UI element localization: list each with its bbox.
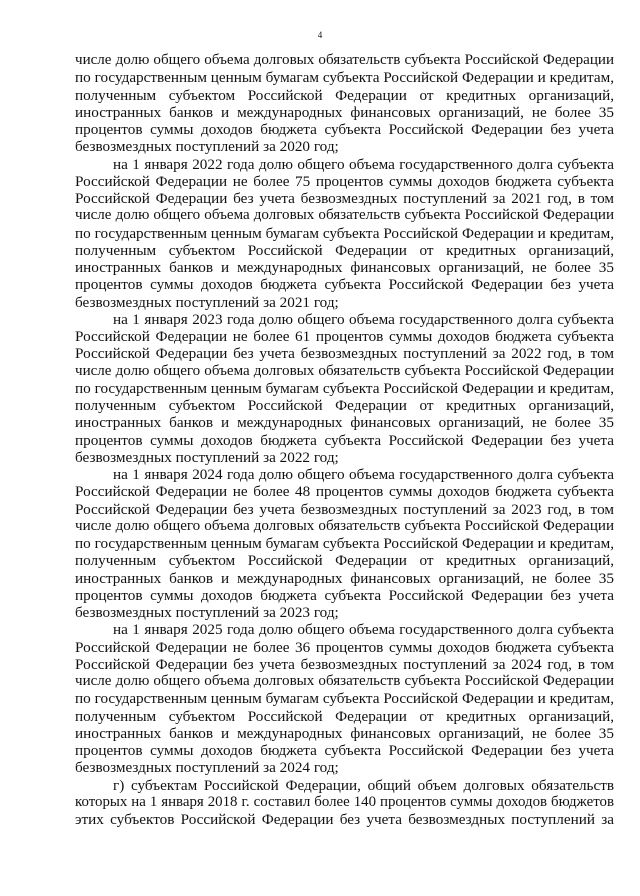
- text-line: полученным субъектом Российской Федерации от кредитных организаций,: [75, 86, 614, 104]
- text-line: на 1 января 2023 года долю общего объема государственного долга субъекта: [113, 310, 614, 328]
- text-line: полученным субъектом Российской Федерации от кредитных организаций,: [75, 552, 614, 570]
- document-body: [75, 52, 614, 828]
- text-line: на 1 января 2025 года долю общего объема государственного долга субъекта: [113, 621, 614, 639]
- text-line: Российской Федерации не более 61 процентов суммы доходов бюджета субъекта: [75, 328, 614, 345]
- text-line: полученным субъектом Российской Федерации от кредитных организаций,: [75, 397, 614, 414]
- text-line: безвозмездных поступлений за 2021 год;: [75, 293, 339, 311]
- text-line: числе долю общего объема долговых обязательств субъекта Российской Федерации: [75, 207, 614, 224]
- text-line: числе долю общего объема долговых обязательств субъекта Российской Федерации: [75, 52, 614, 68]
- text-line: по государственным ценным бумагам субъекта Российской Федерации и кредитам,: [75, 69, 614, 87]
- text-line: этих субъектов Российской Федерации без учета безвозмездных поступлений за: [75, 811, 614, 828]
- text-line: иностранных банков и международных финансовых организаций, не более 35: [75, 103, 614, 121]
- text-line: безвозмездных поступлений за 2020 год;: [75, 138, 339, 156]
- text-line: Российской Федерации без учета безвозмездных поступлений за 2022 год, в том: [75, 345, 614, 363]
- text-line: процентов суммы доходов бюджета субъекта Российской Федерации без учета: [75, 276, 614, 294]
- text-line: по государственным ценным бумагам субъекта Российской Федерации и кредитам,: [75, 690, 614, 708]
- text-line: полученным субъектом Российской Федерации от кредитных организаций,: [75, 707, 614, 725]
- text-line: по государственным ценным бумагам субъекта Российской Федерации и кредитам,: [75, 379, 614, 397]
- text-line: безвозмездных поступлений за 2023 год;: [75, 604, 339, 621]
- text-line: иностранных банков и международных финансовых организаций, не более 35: [75, 414, 614, 432]
- text-line: процентов суммы доходов бюджета субъекта Российской Федерации без учета: [75, 121, 614, 138]
- text-line: по государственным ценным бумагам субъекта Российской Федерации и кредитам,: [75, 535, 614, 552]
- text-line: Российской Федерации без учета безвозмездных поступлений за 2024 год, в том: [75, 655, 614, 673]
- text-line: на 1 января 2022 года долю общего объема государственного долга субъекта: [113, 155, 614, 173]
- text-line: Российской Федерации не более 75 процентов суммы доходов бюджета субъекта: [75, 172, 614, 190]
- text-line: Российской Федерации без учета безвозмездных поступлений за 2023 год, в том: [75, 500, 614, 518]
- text-line: Российской Федерации не более 48 процентов суммы доходов бюджета субъекта: [75, 483, 614, 501]
- text-line: безвозмездных поступлений за 2022 год;: [75, 448, 339, 466]
- text-line: на 1 января 2024 года долю общего объема государственного долга субъекта: [113, 466, 614, 483]
- text-line: процентов суммы доходов бюджета субъекта Российской Федерации без учета: [75, 742, 614, 759]
- text-line: иностранных банков и международных финансовых организаций, не более 35: [75, 569, 614, 587]
- text-line: процентов суммы доходов бюджета субъекта Российской Федерации без учета: [75, 586, 614, 604]
- text-line: иностранных банков и международных финансовых организаций, не более 35: [75, 724, 614, 742]
- text-line: Российской Федерации без учета безвозмездных поступлений за 2021 год, в том: [75, 190, 614, 207]
- text-line: числе долю общего объема долговых обязательств субъекта Российской Федерации: [75, 362, 614, 379]
- text-line: г) субъектам Российской Федерации, общий объем долговых обязательств: [113, 776, 614, 794]
- text-line: процентов суммы доходов бюджета субъекта Российской Федерации без учета: [75, 431, 614, 449]
- text-line: числе долю общего объема долговых обязательств субъекта Российской Федерации: [75, 673, 614, 689]
- text-line: иностранных банков и международных финансовых организаций, не более 35: [75, 259, 614, 276]
- text-line: Российской Федерации не более 36 процентов суммы доходов бюджета субъекта: [75, 638, 614, 656]
- text-line: числе долю общего объема долговых обязательств субъекта Российской Федерации: [75, 517, 614, 534]
- text-line: которых на 1 января 2018 г. составил более 140 процентов суммы доходов бюджетов: [75, 793, 614, 810]
- text-line: полученным субъектом Российской Федерации от кредитных организаций,: [75, 241, 614, 259]
- text-line: безвозмездных поступлений за 2024 год;: [75, 759, 339, 777]
- text-line: по государственным ценным бумагам субъекта Российской Федерации и кредитам,: [75, 224, 614, 242]
- page-number: 4: [317, 30, 323, 40]
